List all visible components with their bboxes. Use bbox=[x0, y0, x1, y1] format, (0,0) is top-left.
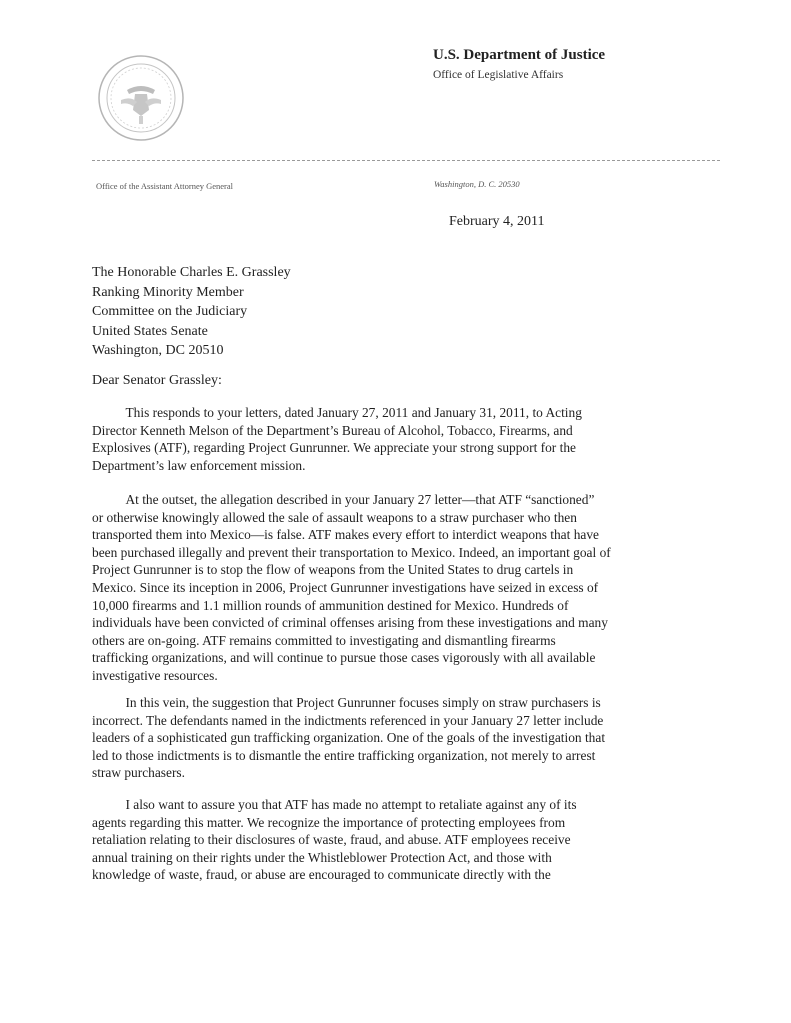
paragraph-line: investigative resources. bbox=[92, 667, 218, 683]
paragraph-line: incorrect. The defendants named in the indictments referenced in your January 27 letter include bbox=[92, 712, 604, 728]
paragraph-line: or otherwise knowingly allowed the sale of assault weapons to a straw purchaser who then bbox=[92, 509, 577, 525]
paragraph-line: leaders of a sophisticated gun trafficking organization. One of the goals of the investigation that bbox=[92, 730, 606, 746]
paragraph-line: In this vein, the suggestion that Project Gunrunner focuses simply on straw purchasers is bbox=[92, 695, 601, 710]
recipient-address bbox=[92, 263, 291, 361]
paragraph-line: I also want to assure you that ATF has made no attempt to retaliate against any of its bbox=[92, 797, 577, 812]
letter-date: February 4, 2011 bbox=[449, 214, 545, 229]
office-name: Office of Legislative Affairs bbox=[433, 69, 564, 81]
agency-name: U.S. Department of Justice bbox=[433, 47, 606, 63]
body-paragraph bbox=[92, 796, 692, 884]
paragraph-line: trafficking organizations, and will continue to pursue those cases vigorously with all available bbox=[92, 650, 596, 666]
address-line: United States Senate bbox=[92, 323, 208, 339]
address-line: Committee on the Judiciary bbox=[92, 304, 248, 319]
paragraph-line: transported them into Mexico—is false. ATF makes every effort to interdict weapons that have bbox=[92, 527, 599, 543]
paragraph-line: others are on-going. ATF remains committed to investigating and dismantling firearms bbox=[92, 632, 556, 648]
paragraph-line: knowledge of waste, fraud, or abuse are encouraged to communicate directly with the bbox=[92, 867, 551, 883]
letterhead-divider bbox=[92, 160, 720, 161]
paragraph-line: agents regarding this matter. We recognize the importance of protecting employees from bbox=[92, 814, 566, 830]
body-paragraph bbox=[92, 491, 692, 685]
body-paragraph bbox=[92, 694, 692, 782]
address-line: Ranking Minority Member bbox=[92, 284, 244, 300]
paragraph-line: straw purchasers. bbox=[92, 765, 185, 781]
paragraph-line: Explosives (ATF), regarding Project Gunrunner. We appreciate your strong support for the bbox=[92, 440, 576, 456]
salutation: Dear Senator Grassley: bbox=[92, 373, 222, 388]
sub-office-label: Office of the Assistant Attorney General bbox=[96, 181, 233, 191]
city-address: Washington, D. C. 20530 bbox=[434, 179, 520, 189]
paragraph-line: Director Kenneth Melson of the Department’s Bureau of Alcohol, Tobacco, Firearms, and bbox=[92, 422, 573, 438]
paragraph-line: Mexico. Since its inception in 2006, Project Gunrunner investigations have seized in excess of bbox=[92, 579, 599, 595]
address-line: The Honorable Charles E. Grassley bbox=[92, 265, 291, 280]
paragraph-line: annual training on their rights under the Whistleblower Protection Act, and those with bbox=[92, 849, 552, 865]
paragraph-line: led to those indictments is to dismantle the entire trafficking organization, not merely to arrest bbox=[92, 747, 596, 763]
paragraph-line: Project Gunrunner is to stop the flow of weapons from the United States to drug cartels in bbox=[92, 562, 574, 578]
address-line: Washington, DC 20510 bbox=[92, 343, 224, 358]
paragraph-line: been purchased illegally and prevent their transportation to Mexico. Indeed, an important goal of bbox=[92, 544, 611, 560]
paragraph-line: 10,000 firearms and 1.1 million rounds of ammunition destined for Mexico. Hundreds of bbox=[92, 597, 569, 613]
department-seal bbox=[97, 54, 185, 142]
body-paragraph bbox=[92, 404, 692, 474]
paragraph-line: This responds to your letters, dated January 27, 2011 and January 31, 2011, to Acting bbox=[92, 405, 582, 420]
paragraph-line: retaliation relating to their disclosures of waste, fraud, and abuse. ATF employees receive bbox=[92, 832, 571, 848]
paragraph-line: individuals have been convicted of criminal offenses arising from these investigations and many bbox=[92, 615, 608, 631]
paragraph-line: Department’s law enforcement mission. bbox=[92, 457, 306, 473]
paragraph-line: At the outset, the allegation described in your January 27 letter—that ATF “sanctioned” bbox=[92, 492, 595, 507]
